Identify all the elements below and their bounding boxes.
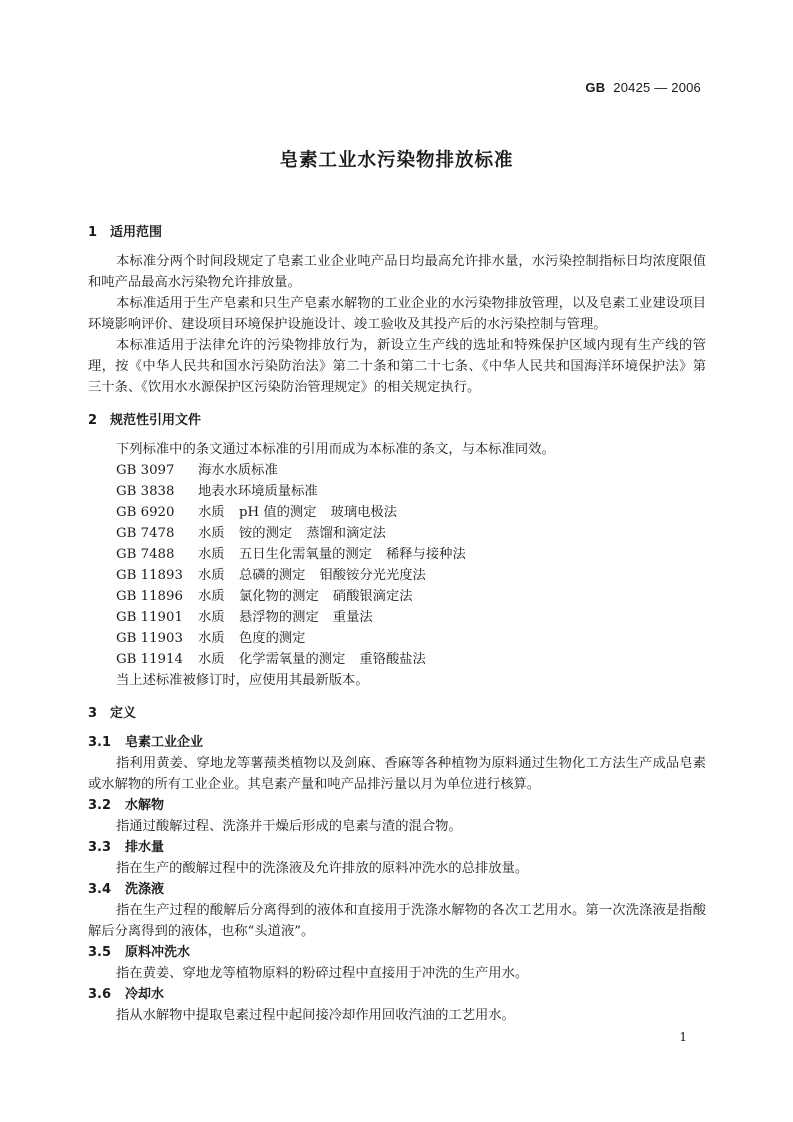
reference-title: 氯化物的测定 bbox=[239, 589, 319, 604]
definition-heading bbox=[88, 942, 706, 963]
reference-item bbox=[88, 628, 706, 649]
reference-title: 化学需氧量的测定 bbox=[239, 652, 346, 667]
definition-heading bbox=[88, 879, 706, 900]
definition-number: 3.4 bbox=[88, 882, 112, 897]
definition-term: 原料冲洗水 bbox=[125, 945, 191, 960]
reference-item bbox=[88, 481, 706, 502]
reference-item bbox=[88, 649, 706, 670]
section-number: 3 bbox=[88, 706, 98, 721]
reference-method: 硝酸银滴定法 bbox=[332, 589, 413, 604]
definition-term: 洗涤液 bbox=[125, 882, 165, 897]
definition-text: 指利用黄姜、穿地龙等薯蓣类植物以及剑麻、香麻等各种植物为原料通过生物化工方法生产成品皂素或水解物的所有工业企业。其皂素产量和吨产品排污量以月为单位进行核算。 bbox=[88, 756, 706, 792]
reference-category: 水质 bbox=[198, 589, 225, 604]
reference-item bbox=[88, 460, 706, 481]
reference-method: 重量法 bbox=[332, 610, 373, 625]
definition-term: 冷却水 bbox=[125, 987, 165, 1002]
reference-category: 水质 bbox=[198, 547, 225, 562]
section-title: 适用范围 bbox=[110, 225, 163, 240]
definition-text: 指从水解物中提取皂素过程中起间接冷却作用回收汽油的工艺用水。 bbox=[116, 1008, 515, 1023]
reference-item bbox=[88, 607, 706, 628]
reference-title: 五日生化需氧量的测定 bbox=[239, 547, 372, 562]
definition-number: 3.2 bbox=[88, 798, 112, 813]
definition-text: 指在生产的酸解过程中的洗涤液及允许排放的原料冲洗水的总排放量。 bbox=[116, 861, 529, 876]
definition-heading bbox=[88, 732, 706, 753]
reference-code: GB 11914 bbox=[116, 652, 183, 667]
reference-item bbox=[88, 544, 706, 565]
reference-category: 水质 bbox=[198, 631, 225, 646]
reference-code: GB 7488 bbox=[116, 547, 175, 562]
reference-category: 水质 bbox=[198, 610, 225, 625]
page-number: 1 bbox=[679, 1030, 687, 1044]
reference-title: 色度的测定 bbox=[239, 631, 306, 646]
reference-method: 钼酸铵分光光度法 bbox=[319, 568, 426, 583]
reference-code: GB 3097 bbox=[116, 463, 175, 478]
reference-code: GB 7478 bbox=[116, 526, 175, 541]
reference-category: 水质 bbox=[198, 505, 225, 520]
definition-text: 指通过酸解过程、洗涤并干燥后形成的皂素与渣的混合物。 bbox=[116, 819, 462, 834]
reference-code: GB 11901 bbox=[116, 610, 183, 625]
reference-code: GB 3838 bbox=[116, 484, 175, 499]
reference-code: GB 11896 bbox=[116, 589, 183, 604]
paragraph: 本标准分两个时间段规定了皂素工业企业吨产品日均最高允许排水量，水污染控制指标日均浓度限值和吨产品最高水污染物允许排放量。 bbox=[88, 254, 706, 290]
paragraph: 下列标准中的条文通过本标准的引用而成为本标准的条文，与本标准同效。 bbox=[116, 442, 555, 457]
definition-heading bbox=[88, 837, 706, 858]
reference-code: GB 11893 bbox=[116, 568, 183, 583]
reference-code: GB 11903 bbox=[116, 631, 183, 646]
reference-category: 水质 bbox=[198, 652, 225, 667]
section-number: 1 bbox=[88, 225, 98, 240]
reference-title: 地表水环境质量标准 bbox=[198, 484, 318, 499]
section-title: 规范性引用文件 bbox=[110, 413, 202, 428]
section-number: 2 bbox=[88, 413, 98, 428]
paragraph: 当上述标准被修订时，应使用其最新版本。 bbox=[116, 673, 369, 688]
reference-title: 铵的测定 bbox=[239, 526, 293, 541]
reference-title: pH 值的测定 bbox=[239, 505, 317, 520]
reference-category: 水质 bbox=[198, 568, 225, 583]
paragraph: 本标准适用于法律允许的污染物排放行为，新设立生产线的选址和特殊保护区域内现有生产线的管理，按《中华人民共和国水污染防治法》第二十条和第二十七条、《中华人民共和国海洋环境保护法》第三十条、《饮用水水源保护区污染防治管理规定》的相关规定执行。 bbox=[88, 338, 706, 395]
section-2-heading bbox=[88, 410, 706, 431]
definition-number: 3.5 bbox=[88, 945, 112, 960]
definition-text: 指在生产过程的酸解后分离得到的液体和直接用于洗涤水解物的各次工艺用水。第一次洗涤液是指酸解后分离得到的液体，也称“头道液”。 bbox=[88, 903, 706, 939]
reference-title: 海水水质标准 bbox=[198, 463, 278, 478]
definition-number: 3.6 bbox=[88, 987, 112, 1002]
reference-method: 蒸馏和滴定法 bbox=[306, 526, 386, 541]
document-body bbox=[88, 222, 706, 1026]
definition-heading bbox=[88, 795, 706, 816]
definition-number: 3.1 bbox=[88, 735, 112, 750]
definition-term: 水解物 bbox=[125, 798, 165, 813]
standard-number: 20425 — 2006 bbox=[613, 80, 701, 95]
document-title: 皂素工业水污染物排放标准 bbox=[279, 150, 514, 171]
reference-code: GB 6920 bbox=[116, 505, 175, 520]
definition-text: 指在黄姜、穿地龙等植物原料的粉碎过程中直接用于冲洗的生产用水。 bbox=[116, 966, 529, 981]
reference-method: 稀释与接种法 bbox=[385, 547, 466, 562]
standard-prefix: GB bbox=[585, 80, 606, 95]
reference-item bbox=[88, 565, 706, 586]
paragraph: 本标准适用于生产皂素和只生产皂素水解物的工业企业的水污染物排放管理，以及皂素工业建设项目环境影响评价、建设项目环境保护设施设计、竣工验收及其投产后的水污染控制与管理。 bbox=[88, 296, 706, 332]
definition-heading bbox=[88, 984, 706, 1005]
section-3-heading bbox=[88, 703, 706, 724]
definition-term: 皂素工业企业 bbox=[125, 735, 204, 750]
reference-item bbox=[88, 523, 706, 544]
section-1-heading bbox=[88, 222, 706, 243]
reference-category: 水质 bbox=[198, 526, 225, 541]
reference-method: 玻璃电极法 bbox=[330, 505, 398, 520]
reference-title: 悬浮物的测定 bbox=[239, 610, 319, 625]
reference-list bbox=[88, 460, 706, 670]
standard-code bbox=[585, 80, 701, 95]
reference-item bbox=[88, 586, 706, 607]
reference-item bbox=[88, 502, 706, 523]
definition-number: 3.3 bbox=[88, 840, 112, 855]
definition-term: 排水量 bbox=[125, 840, 165, 855]
reference-title: 总磷的测定 bbox=[239, 568, 306, 583]
reference-method: 重铬酸盐法 bbox=[359, 652, 426, 667]
section-title: 定义 bbox=[110, 706, 137, 721]
